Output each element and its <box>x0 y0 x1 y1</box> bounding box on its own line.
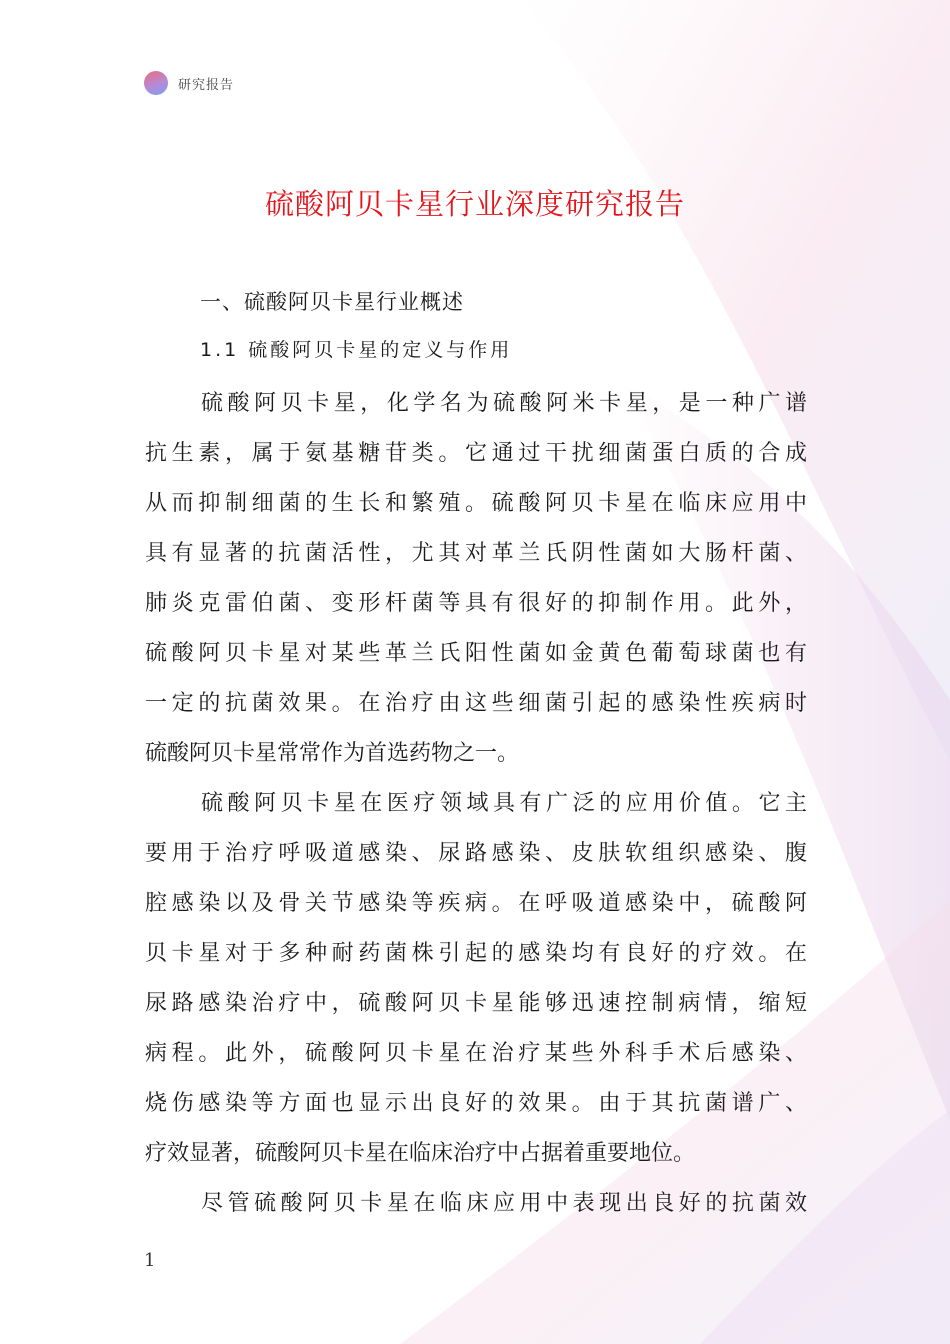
paragraph-line: 一定的抗菌效果。在治疗由这些细菌引起的感染性疾病时 <box>145 691 807 716</box>
paragraph-line: 要用于治疗呼吸道感染、尿路感染、皮肤软组织感染、腹 <box>145 841 807 866</box>
paragraph-line: 从而抑制细菌的生长和繁殖。硫酸阿贝卡星在临床应用中 <box>145 491 807 516</box>
subsection-heading: 1.1 硫酸阿贝卡星的定义与作用 <box>200 339 513 361</box>
paragraph-line: 硫酸阿贝卡星在医疗领域具有广泛的应用价值。它主 <box>201 791 807 816</box>
paragraph <box>145 1179 807 1229</box>
paragraph-line: 具有显著的抗菌活性，尤其对革兰氏阴性菌如大肠杆菌、 <box>145 541 807 566</box>
page-number: 1 <box>144 1250 156 1271</box>
page-header <box>144 70 234 96</box>
paragraph-line: 尿路感染治疗中，硫酸阿贝卡星能够迅速控制病情，缩短 <box>145 991 807 1016</box>
paragraph-line: 疗效显著，硫酸阿贝卡星在临床治疗中占据着重要地位。 <box>145 1141 696 1166</box>
section-heading: 一、硫酸阿贝卡星行业概述 <box>200 290 464 314</box>
brand-logo-icon <box>144 71 168 95</box>
paragraph-line: 烧伤感染等方面也显示出良好的效果。由于其抗菌谱广、 <box>145 1091 807 1116</box>
paragraph <box>145 779 807 1179</box>
paragraph-line: 抗生素，属于氨基糖苷类。它通过干扰细菌蛋白质的合成 <box>145 441 807 466</box>
document-title: 硫酸阿贝卡星行业深度研究报告 <box>264 187 685 221</box>
paragraph-line: 腔感染以及骨关节感染等疾病。在呼吸道感染中，硫酸阿 <box>145 891 807 916</box>
paragraph-line: 肺炎克雷伯菌、变形杆菌等具有很好的抑制作用。此外， <box>145 591 807 616</box>
paragraph-line: 硫酸阿贝卡星，化学名为硫酸阿米卡星，是一种广谱 <box>201 391 807 416</box>
paragraph <box>145 379 807 779</box>
document-body <box>145 285 807 1229</box>
paragraph-line: 硫酸阿贝卡星常常作为首选药物之一。 <box>145 741 520 766</box>
paragraph-line: 尽管硫酸阿贝卡星在临床应用中表现出良好的抗菌效 <box>201 1191 807 1216</box>
paragraph-line: 病程。此外，硫酸阿贝卡星在治疗某些外科手术后感染、 <box>145 1041 807 1066</box>
header-label: 研究报告 <box>178 77 235 93</box>
paragraph-line: 贝卡星对于多种耐药菌株引起的感染均有良好的疗效。在 <box>145 941 807 966</box>
paragraph-line: 硫酸阿贝卡星对某些革兰氏阳性菌如金黄色葡萄球菌也有 <box>145 641 807 666</box>
